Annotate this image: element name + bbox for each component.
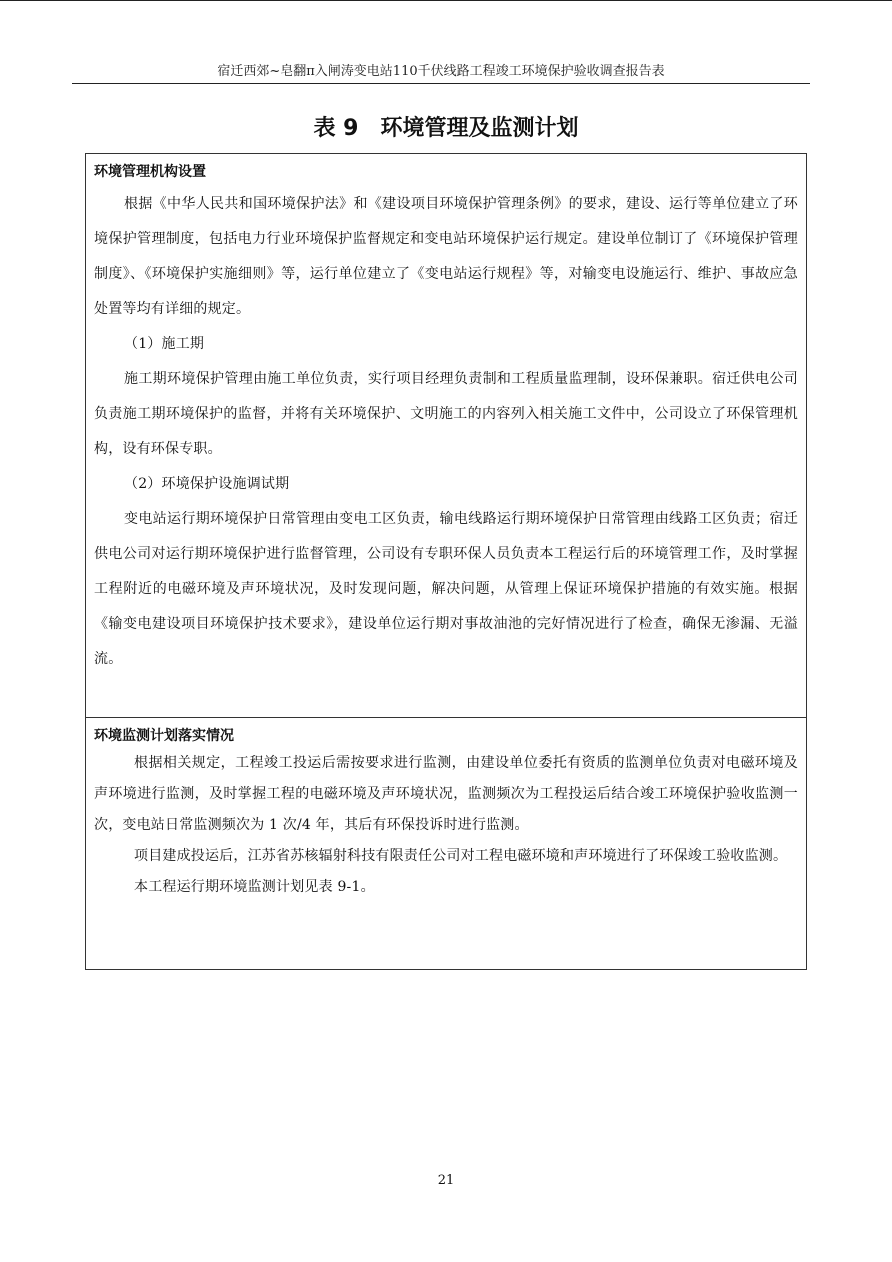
construction-text: 施工期环境保护管理由施工单位负责，实行项目经理负责制和工程质量监理制，设环保兼职。宿迁供电公司负责施工期环境保护的监督，并将有关环境保护、文明施工的内容列入相关施工文件中，公司设立了环保管理机构，设有环保专职。 — [94, 371, 798, 457]
monitoring-paragraph-1: 根据相关规定，工程竣工投运后需按要求进行监测，由建设单位委托有资质的监测单位负责对电磁环境及声环境进行监测，及时掌握工程的电磁环境及声环境状况，监测频次为工程投运后结合竣工环境保护验收监测一次，变电站日常监测频次为 1 次/4 年，其后有环保投诉时进行监测。 — [94, 755, 798, 833]
monitoring-paragraph-2: 项目建成投运后，江苏省苏核辐射科技有限责任公司对工程电磁环境和声环境进行了环保竣工验收监测。 — [134, 848, 788, 864]
management-section — [86, 154, 806, 717]
commissioning-text: 变电站运行期环境保护日常管理由变电工区负责，输电线路运行期环境保护日常管理由线路工区负责；宿迁供电公司对运行期环境保护进行监督管理，公司设有专职环保人员负责本工程运行后的环境管理工作，及时掌握工程附近的电磁环境及声环境状况，及时发现问题，解决问题，从管理上保证环境保护措施的有效实施。根据《输变电建设项目环境保护技术要求》，建设单位运行期对事故油池的完好情况进行了检查，确保无渗漏、无溢流。 — [94, 511, 798, 667]
construction-label: （1）施工期 — [124, 336, 205, 352]
page-number: 21 — [437, 1173, 455, 1188]
management-heading: 环境管理机构设置 — [94, 164, 206, 180]
monitoring-paragraph-3: 本工程运行期环境监测计划见表 9-1。 — [134, 879, 375, 895]
monitoring-section — [86, 718, 806, 969]
commissioning-label: （2）环境保护设施调试期 — [124, 476, 290, 492]
running-header: 宿迁西郊~皂翻π入闸涛变电站110千伏线路工程竣工环境保护验收调查报告表 — [217, 64, 665, 79]
page-top-border — [0, 0, 892, 1]
content-table — [85, 153, 807, 970]
header-rule — [72, 83, 810, 84]
monitoring-heading: 环境监测计划落实情况 — [94, 728, 234, 744]
page-title: 表 9 环境管理及监测计划 — [313, 116, 579, 141]
management-intro: 根据《中华人民共和国环境保护法》和《建设项目环境保护管理条例》的要求，建设、运行等单位建立了环境保护管理制度，包括电力行业环境保护监督规定和变电站环境保护运行规定。建设单位制订了《环境保护管理制度》、《环境保护实施细则》等，运行单位建立了《变电站运行规程》等，对输变电设施运行、维护、事故应急处置等均有详细的规定。 — [94, 196, 798, 317]
